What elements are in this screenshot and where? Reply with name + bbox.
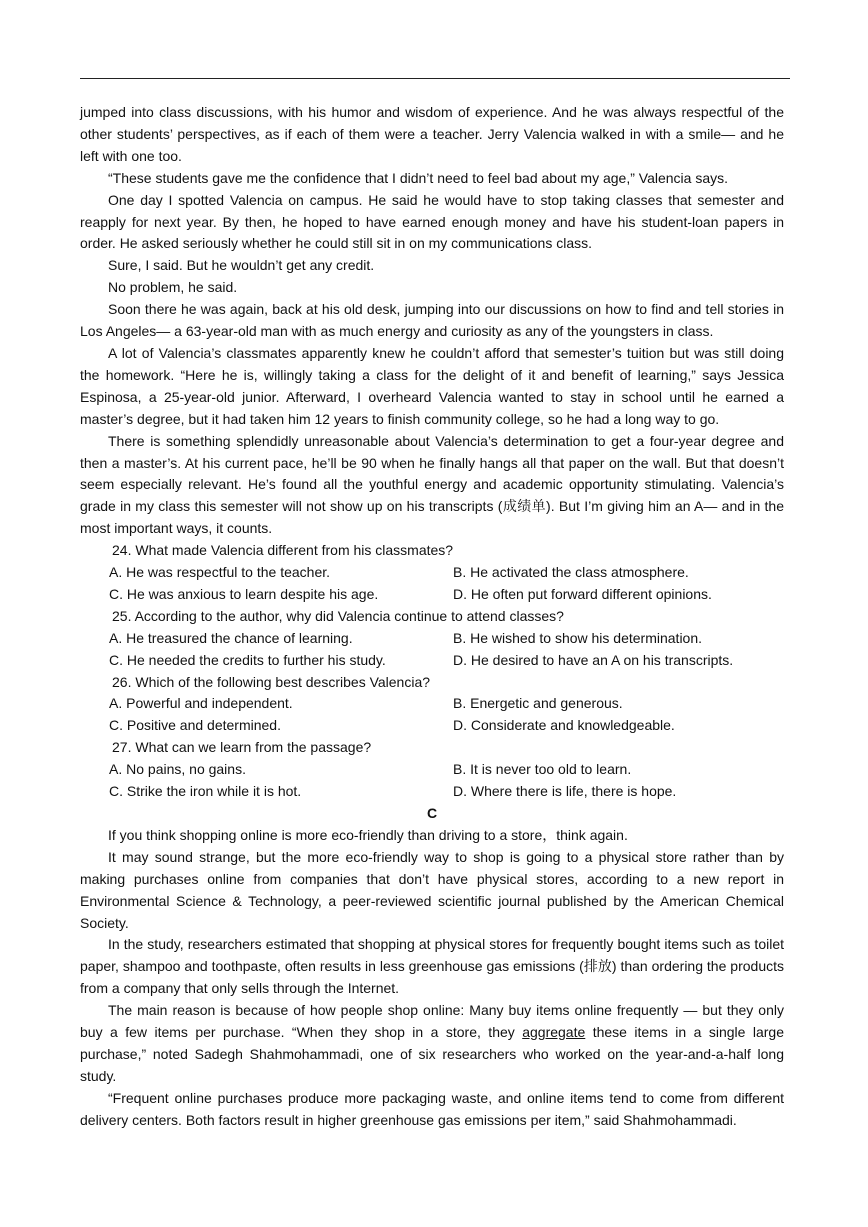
paragraph: In the study, researchers estimated that shopping at physical stores for frequently bought items such as toilet paper, shampoo and toothpaste, often results in less greenhouse gas emissions (排放) than ordering the products from a company that only sells through the Internet. [80, 936, 784, 997]
option: C. He was anxious to learn despite his age. [109, 585, 379, 602]
paragraph-text: The main reason is because of how people shop online: Many buy items online frequently — but they only buy a few items per purchase. “When they shop in a store, they [80, 1002, 784, 1041]
option: B. He wished to show his determination. [453, 629, 703, 646]
paragraph-text: these items in a single large purchase,” noted Sadegh Shahmohammadi, one of six researchers who worked on the year-and-a-half long study. [80, 1024, 784, 1084]
question-stem: 26. Which of the following best describes Valencia? [112, 673, 431, 690]
option: A. No pains, no gains. [109, 761, 246, 778]
question-stem: 24. What made Valencia different from his classmates? [112, 542, 454, 559]
paragraph [80, 1000, 784, 1088]
document-body [80, 102, 784, 1132]
option-row [80, 759, 784, 781]
paragraph: There is something splendidly unreasonable about Valencia’s determination to get a four-year degree and then a master’s. At his current pace, he’ll be 90 when he finally hangs all that paper on the wall. But that doesn’t seem especially relevant. He’s found all the youthful energy and academic opportunity stimulating. Valencia’s grade in my class this semester will not show up on his transcripts (成绩单). But I’m giving him an A— and in the most important ways, it counts. [80, 432, 784, 537]
paragraph: If you think shopping online is more eco-friendly than driving to a store，think again. [108, 826, 628, 843]
paragraph: jumped into class discussions, with his humor and wisdom of experience. And he was always respectful of the other students’ perspectives, as if each of them were a teacher. Jerry Valencia walked in with a smile— and he left with one too. [80, 104, 784, 164]
option: B. Energetic and generous. [453, 695, 623, 712]
option-row [80, 650, 784, 672]
option-row [80, 628, 784, 650]
paragraph: A lot of Valencia’s classmates apparently knew he couldn’t afford that semester’s tuition but was still doing the homework. “Here he is, willingly taking a class for the delight of it and benefit of learning,” says Jessica Espinosa, a 25-year-old junior. Afterward, I overheard Valencia wanted to stay in school until he earned a master’s degree, but it had taken him 12 years to finish community college, so he had a long way to go. [80, 344, 784, 427]
option: B. He activated the class atmosphere. [453, 564, 689, 581]
header-rule [80, 78, 790, 79]
option: A. Powerful and independent. [109, 695, 293, 712]
option-row [80, 584, 784, 606]
option: A. He treasured the chance of learning. [109, 629, 353, 646]
option: A. He was respectful to the teacher. [109, 564, 331, 581]
option: B. It is never too old to learn. [453, 761, 632, 778]
paragraph: “Frequent online purchases produce more packaging waste, and online items tend to come from different delivery centers. Both factors result in higher greenhouse gas emissions per item,” said Shahmohammadi. [80, 1089, 784, 1128]
option-row [80, 715, 784, 737]
question-stem: 27. What can we learn from the passage? [112, 739, 372, 756]
option: C. Positive and determined. [109, 717, 281, 734]
option: D. He often put forward different opinions. [453, 585, 712, 602]
option: C. He needed the credits to further his study. [109, 651, 386, 668]
paragraph: “These students gave me the confidence that I didn’t need to feel bad about my age,” Valencia says. [108, 169, 729, 186]
underlined-word: aggregate [522, 1024, 586, 1041]
question-stem: 25. According to the author, why did Valencia continue to attend classes? [112, 607, 564, 624]
paragraph: One day I spotted Valencia on campus. He said he would have to stop taking classes that semester and reapply for next year. By then, he hoped to have earned enough money and have his student-loan papers in order. He asked seriously whether he could still sit in on my communications class. [80, 191, 784, 252]
paragraph: Sure, I said. But he wouldn’t get any credit. [108, 257, 375, 274]
option: D. Considerate and knowledgeable. [453, 717, 675, 734]
option-row [80, 562, 784, 584]
option: C. Strike the iron while it is hot. [109, 783, 302, 800]
section-heading: C [426, 805, 438, 821]
option: D. Where there is life, there is hope. [453, 783, 677, 800]
paragraph: No problem, he said. [108, 279, 238, 296]
paragraph: Soon there he was again, back at his old desk, jumping into our discussions on how to find and tell stories in Los Angeles— a 63-year-old man with as much energy and curiosity as any of the youngsters in class. [80, 301, 784, 340]
option-row [80, 781, 784, 803]
option: D. He desired to have an A on his transcripts. [453, 651, 734, 668]
option-row [80, 693, 784, 715]
paragraph: It may sound strange, but the more eco-friendly way to shop is going to a physical store rather than by making purchases online from companies that don’t have physical stores, according to a new report in Environmental Science & Technology, a peer-reviewed scientific journal published by the American Chemical Society. [80, 848, 784, 931]
